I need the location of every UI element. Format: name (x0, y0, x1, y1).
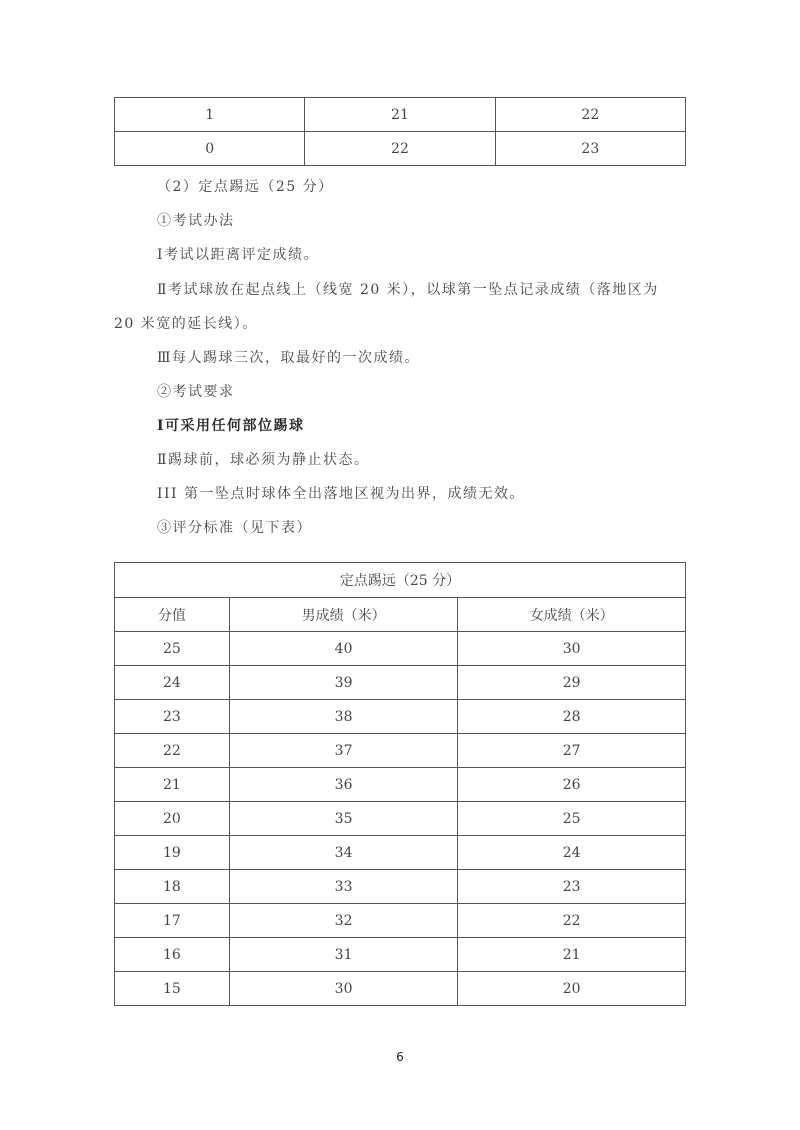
section-heading: （2）定点踢远（25 分） (157, 179, 334, 195)
table-cell: 19 (115, 836, 230, 870)
table-row (115, 904, 686, 938)
table-cell: 22 (495, 98, 685, 132)
table-title-row (115, 563, 686, 598)
table-cell: 1 (115, 98, 305, 132)
table-cell: 21 (305, 98, 495, 132)
table-cell: 22 (115, 734, 230, 768)
table-row (115, 938, 686, 972)
table-header-row (115, 598, 686, 632)
table-cell: 16 (115, 938, 230, 972)
table-row (115, 768, 686, 802)
table-cell: 25 (458, 802, 686, 836)
table-cell: 25 (115, 632, 230, 666)
requirement-item-2: Ⅱ踢球前，球必须为静止状态。 (157, 452, 370, 468)
requirement-item-1: Ⅰ可采用任何部位踢球 (157, 418, 305, 434)
table-row (115, 666, 686, 700)
table-cell: 21 (115, 768, 230, 802)
table-row (115, 132, 686, 166)
table-cell: 27 (458, 734, 686, 768)
table-cell: 21 (458, 938, 686, 972)
method-item-2: Ⅱ考试球放在起点线上（线宽 20 米），以球第一坠点记录成绩（落地区为 (157, 282, 659, 298)
table-cell: 23 (495, 132, 685, 166)
table-cell: 37 (229, 734, 458, 768)
subheading-method: ①考试办法 (157, 213, 235, 229)
table-row (115, 870, 686, 904)
kick-distance-score-table (114, 562, 686, 1006)
table-cell: 29 (458, 666, 686, 700)
table-cell: 24 (115, 666, 230, 700)
page-number: 6 (396, 1050, 404, 1064)
table-cell: 40 (229, 632, 458, 666)
table-cell: 17 (115, 904, 230, 938)
column-header-male: 男成绩（米） (229, 598, 458, 632)
column-header-score: 分值 (115, 598, 230, 632)
requirement-item-3: III 第一坠点时球体全出落地区视为出界，成绩无效。 (157, 486, 526, 502)
table-cell: 31 (229, 938, 458, 972)
top-score-table (114, 97, 686, 166)
table-row (115, 802, 686, 836)
table-cell: 22 (305, 132, 495, 166)
table-cell: 30 (458, 632, 686, 666)
method-item-2-continued: 20 米宽的延长线）。 (114, 316, 258, 332)
table-cell: 26 (458, 768, 686, 802)
table-row (115, 972, 686, 1006)
table-title: 定点踢远（25 分） (115, 563, 686, 598)
table-cell: 36 (229, 768, 458, 802)
table-cell: 24 (458, 836, 686, 870)
table-cell: 28 (458, 700, 686, 734)
table-row (115, 700, 686, 734)
table-row (115, 836, 686, 870)
table-cell: 20 (115, 802, 230, 836)
table-cell: 39 (229, 666, 458, 700)
method-item-1: Ⅰ考试以距离评定成绩。 (157, 247, 320, 263)
table-row (115, 98, 686, 132)
column-header-female: 女成绩（米） (458, 598, 686, 632)
method-item-3: Ⅲ每人踢球三次，取最好的一次成绩。 (157, 350, 420, 366)
table-cell: 30 (229, 972, 458, 1006)
table-cell: 34 (229, 836, 458, 870)
table-row (115, 734, 686, 768)
table-cell: 15 (115, 972, 230, 1006)
table-cell: 23 (115, 700, 230, 734)
subheading-requirements: ②考试要求 (157, 384, 235, 400)
table-cell: 23 (458, 870, 686, 904)
table-cell: 33 (229, 870, 458, 904)
table-cell: 22 (458, 904, 686, 938)
subheading-scoring: ③评分标准（见下表） (157, 520, 312, 536)
table-cell: 0 (115, 132, 305, 166)
table-body (115, 632, 686, 1006)
table-cell: 35 (229, 802, 458, 836)
table-cell: 20 (458, 972, 686, 1006)
table-cell: 32 (229, 904, 458, 938)
table-cell: 18 (115, 870, 230, 904)
table-row (115, 632, 686, 666)
table-cell: 38 (229, 700, 458, 734)
